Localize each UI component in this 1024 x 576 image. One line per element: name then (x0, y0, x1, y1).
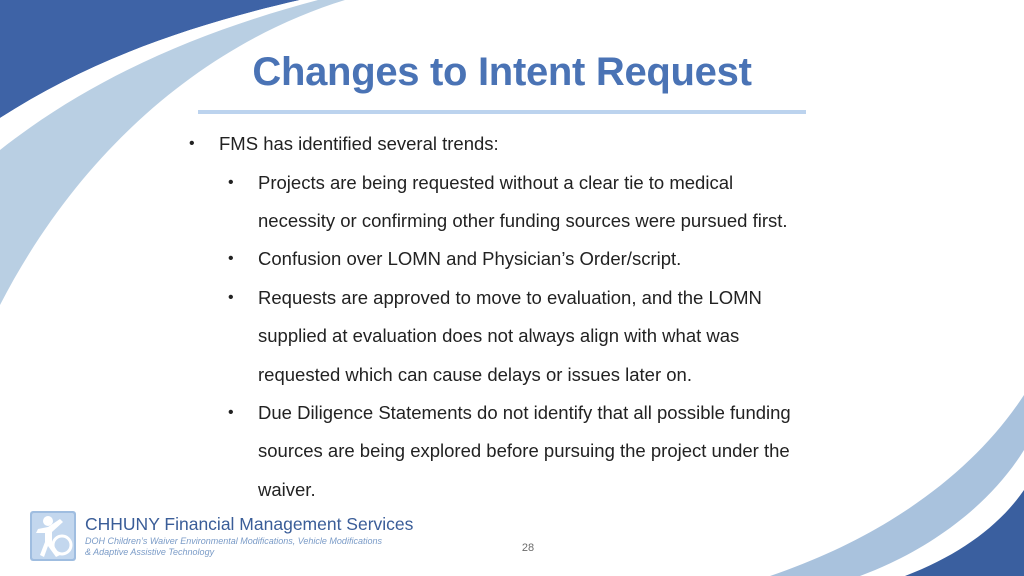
bullet-text-continuation: waiver. (258, 479, 316, 500)
bullet-marker: • (228, 174, 234, 191)
bullet-marker: • (189, 135, 195, 152)
page-number: 28 (521, 542, 535, 554)
bullet-marker: • (228, 404, 234, 421)
bullet-text: Confusion over LOMN and Physician’s Order/script. (258, 248, 682, 269)
bullet-marker: • (228, 289, 234, 306)
bullet-text-continuation: necessity or confirming other funding sources were pursued first. (258, 210, 788, 231)
org-tagline: DOH Children’s Waiver Environmental Modifications, Vehicle Modifications (85, 536, 382, 546)
chhuny-logo-icon (30, 511, 76, 561)
bullet-text: Due Diligence Statements do not identify that all possible funding (258, 402, 791, 423)
bullet-text-continuation: sources are being explored before pursuing the project under the (258, 440, 790, 461)
bullet-marker: • (228, 250, 234, 267)
bullet-text: Projects are being requested without a clear tie to medical (258, 172, 734, 193)
slide-title: Changes to Intent Request (252, 50, 752, 94)
bullet-text: FMS has identified several trends: (219, 133, 499, 154)
bullet-text-continuation: supplied at evaluation does not always align with what was (258, 325, 740, 346)
org-name: CHHUNY Financial Management Services (85, 514, 414, 534)
org-tagline: & Adaptive Assistive Technology (85, 547, 215, 557)
bullet-text-continuation: requested which can cause delays or issues later on. (258, 364, 692, 385)
bullet-text: Requests are approved to move to evaluation, and the LOMN (258, 287, 762, 308)
